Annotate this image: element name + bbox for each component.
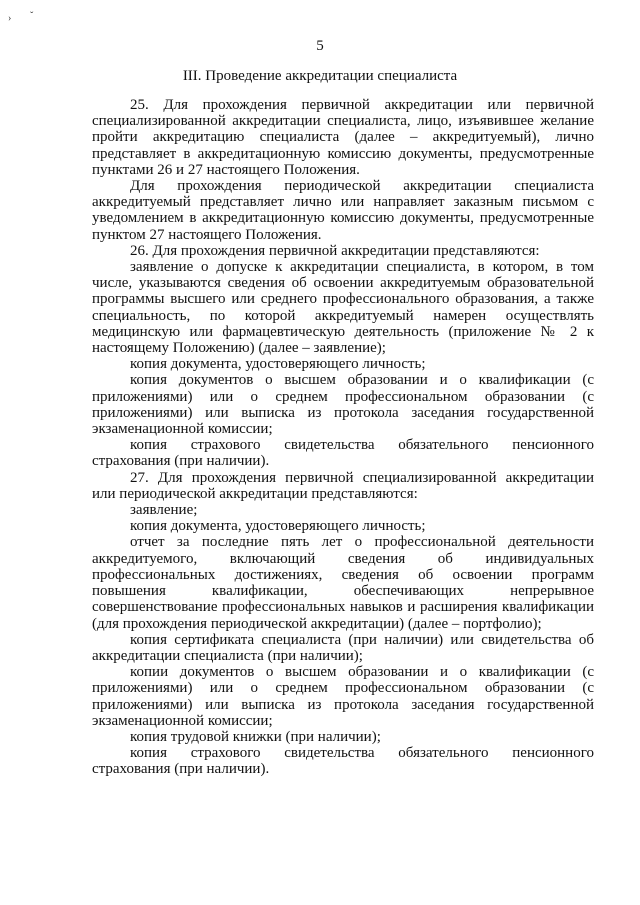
paragraph: копия страхового свидетельства обязательного пенсионного страхования (при наличии). bbox=[92, 745, 594, 778]
section-title: III. Проведение аккредитации специалиста bbox=[182, 68, 458, 84]
body-text bbox=[92, 97, 594, 778]
paragraph: отчет за последние пять лет о профессиональной деятельности аккредитуемого, включающий сведения об индивидуальных профессиональных достижениях, сведения об освоении программ повышения квалификации, обеспечивающих непрерывное совершенствование профессиональных навыков и расширения квалификации (для прохождения периодической аккредитации) (далее – портфолио); bbox=[92, 534, 594, 632]
paragraph: 25. Для прохождения первичной аккредитации или первичной специализированной аккредитации специалиста, лицо, изъявившее желание пройти аккредитацию специалиста (далее – аккредитуемый), лично представляет в аккредитационную комиссию документы, предусмотренные пунктами 26 и 27 настоящего Положения. bbox=[92, 97, 594, 178]
paragraph: заявление; bbox=[130, 502, 198, 519]
paragraph: Для прохождения периодической аккредитации специалиста аккредитуемый представляет лично или направляет заказным письмом с уведомлением в аккредитационную комиссию документы, предусмотренные пунктом 27 настоящего Положения. bbox=[92, 178, 594, 243]
paragraph: копия документа, удостоверяющего личность; bbox=[130, 356, 426, 373]
page-number: 5 bbox=[316, 38, 324, 54]
paragraph: заявление о допуске к аккредитации специалиста, в котором, в том числе, указываются сведения об освоении аккредитуемым образовательной программы высшего или среднего профессионального образования, а также специальность, по которой аккредитуемый намерен осуществлять медицинскую или фармацевтическую деятельность (приложение № 2 к настоящему Положению) (далее – заявление); bbox=[92, 259, 594, 357]
paragraph: 27. Для прохождения первичной специализированной аккредитации или периодической аккредитации представляются: bbox=[92, 469, 594, 502]
scan-artifact-mark: ˇ bbox=[30, 11, 34, 22]
paragraph: копия страхового свидетельства обязательного пенсионного страхования (при наличии). bbox=[92, 437, 594, 470]
scan-artifact-mark: › bbox=[8, 13, 12, 24]
paragraph: копии документов о высшем образовании и о квалификации (с приложениями) или о среднем профессиональном образовании (с приложениями) или выписка из протокола заседания государственной экзаменационной комиссии; bbox=[92, 664, 594, 729]
paragraph: копия документов о высшем образовании и о квалификации (с приложениями) или о среднем профессиональном образовании (с приложениями) или выписка из протокола заседания государственной экзаменационной комиссии; bbox=[92, 372, 594, 438]
paragraph: 26. Для прохождения первичной аккредитации представляются: bbox=[130, 242, 540, 259]
paragraph: копия сертификата специалиста (при наличии) или свидетельства об аккредитации специалиста (при наличии); bbox=[92, 631, 594, 664]
paragraph: копия документа, удостоверяющего личность; bbox=[130, 518, 426, 535]
paragraph: копия трудовой книжки (при наличии); bbox=[130, 728, 381, 745]
